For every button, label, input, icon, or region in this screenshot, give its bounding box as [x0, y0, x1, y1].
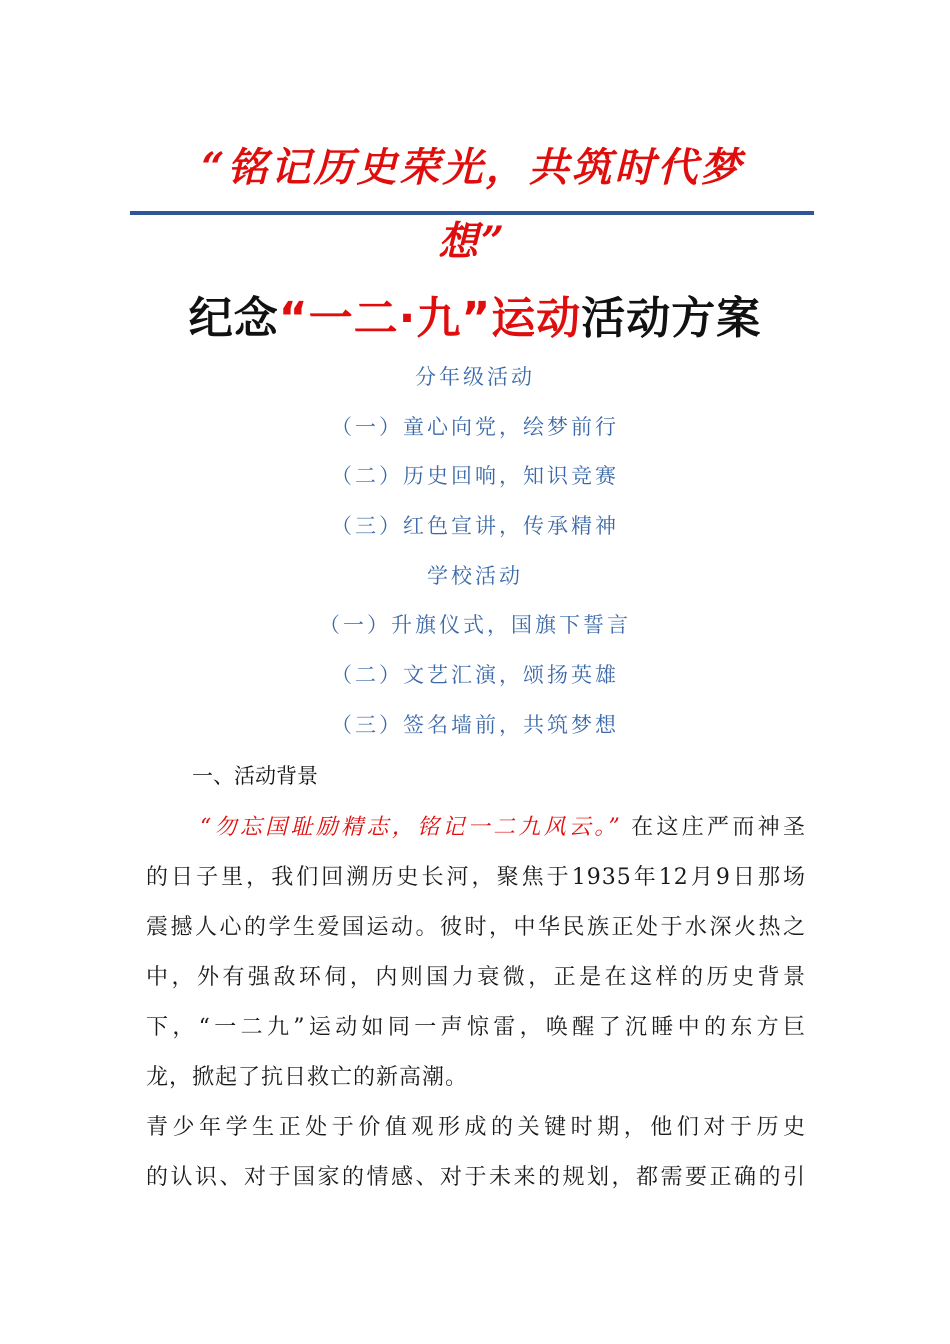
paragraph-line: 的认识、对于国家的情感、对于未来的规划，都需要正确的引 — [146, 1165, 806, 1190]
toc-item: （三）签名墙前，共筑梦想 — [331, 713, 619, 737]
toc-item: （二）历史回响，知识竞赛 — [331, 464, 619, 488]
toc-item-grade-activities: 分年级活动 — [415, 365, 535, 389]
toc-item: （二）文艺汇演，颂扬英雄 — [331, 663, 619, 687]
paragraph-line: 的日子里，我们回溯历史长河，聚焦于1935年12月9日那场 — [146, 865, 806, 890]
toc-item: （一）升旗仪式，国旗下誓言 — [319, 613, 631, 637]
paragraph-line: 龙，掀起了抗日救亡的新高潮。 — [146, 1065, 469, 1090]
paragraph-text: 在这庄严而神圣 — [620, 815, 806, 840]
paragraph-line: 青少年学生正处于价值观形成的关键时期，他们对于历史 — [146, 1115, 806, 1140]
main-title-line2: 想” — [438, 218, 508, 265]
sub-title — [0, 282, 950, 346]
section-heading: 一、活动背景 — [192, 764, 318, 788]
sub-title-part2: “一二·九”运动 — [278, 293, 582, 344]
paragraph-line: 下，“一二九”运动如同一声惊雷，唤醒了沉睡中的东方巨 — [146, 1015, 806, 1040]
quote-text: “勿忘国耻励精志，铭记一二九风云。” — [200, 815, 621, 840]
paragraph-line — [200, 810, 806, 841]
toc-item: （三）红色宣讲，传承精神 — [331, 514, 619, 538]
paragraph-line: 中，外有强敌环伺，内则国力衰微，正是在这样的历史背景 — [146, 965, 806, 990]
main-title-line1: “铭记历史荣光，共筑时代梦 — [201, 144, 744, 191]
sub-title-part1: 纪念 — [188, 293, 279, 344]
toc-item: （一）童心向党，绘梦前行 — [331, 415, 619, 439]
toc-item-school-activities: 学校活动 — [427, 564, 523, 588]
sub-title-part3: 活动方案 — [581, 293, 762, 344]
paragraph-line: 震撼人心的学生爱国运动。彼时，中华民族正处于水深火热之 — [146, 915, 806, 940]
